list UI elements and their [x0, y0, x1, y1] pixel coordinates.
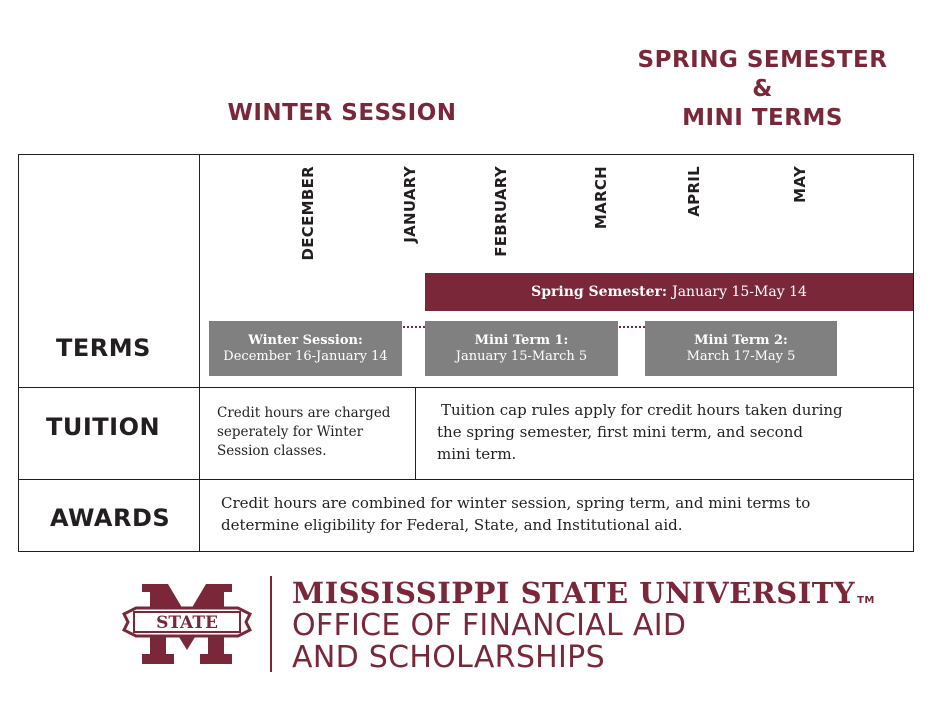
awards-text	[221, 492, 810, 536]
university-name-text: MISSISSIPPI STATE UNIVERSITY	[292, 576, 856, 610]
spring-semester-bar	[425, 273, 913, 311]
tuition-column-divider	[415, 387, 416, 479]
footer-divider	[270, 576, 272, 672]
tuition-winter-text	[217, 404, 390, 461]
spring-heading-line1: SPRING SEMESTER	[637, 47, 888, 73]
awards-label: AWARDS	[50, 504, 171, 532]
tuition-winter-line: seperately for Winter	[217, 424, 364, 440]
label-column-divider	[199, 155, 200, 551]
msu-m-state-logo	[122, 578, 252, 668]
mini-term-1-dates: January 15-March 5	[455, 348, 588, 364]
winter-session-dates: December 16-January 14	[223, 348, 388, 364]
awards-line: determine eligibility for Federal, State, and Institutional aid.	[221, 516, 683, 534]
tuition-spring-line: the spring semester, first mini term, and second	[437, 423, 803, 441]
university-name	[292, 576, 875, 610]
spring-heading-line3: MINI TERMS	[682, 105, 843, 131]
terms-label: TERMS	[56, 334, 151, 362]
logo-state-text: STATE	[156, 613, 218, 633]
month-march: MARCH	[592, 166, 610, 230]
winter-session-heading: WINTER SESSION	[227, 100, 457, 126]
terms-row-divider	[19, 387, 913, 388]
spring-bar-dates: January 15-May 14	[672, 284, 807, 300]
mini-term-2-box	[645, 321, 837, 376]
tuition-spring-line: mini term.	[437, 445, 517, 463]
month-january: JANUARY	[401, 166, 419, 243]
tuition-spring-line: Tuition cap rules apply for credit hours taken during	[441, 401, 843, 419]
tuition-winter-line: Session classes.	[217, 443, 327, 459]
spring-heading-line2: &	[752, 76, 773, 102]
trademark-mark: TM	[857, 595, 875, 606]
month-may: MAY	[791, 166, 809, 203]
month-april: APRIL	[685, 166, 703, 217]
tuition-row-divider	[19, 479, 913, 480]
mini-term-2-dates: March 17-May 5	[686, 348, 796, 364]
tuition-winter-line: Credit hours are charged	[217, 405, 391, 421]
tuition-spring-text	[437, 399, 843, 465]
tuition-label: TUITION	[46, 413, 161, 441]
mini-term-1-box	[425, 321, 618, 376]
mini-term-2-title: Mini Term 2:	[694, 332, 788, 348]
awards-line: Credit hours are combined for winter session, spring term, and mini terms to	[221, 494, 811, 512]
office-name-line1: OFFICE OF FINANCIAL AID	[292, 608, 687, 643]
winter-session-box	[209, 321, 402, 376]
spring-bar-label: Spring Semester:	[531, 284, 668, 300]
mini-term-1-title: Mini Term 1:	[474, 332, 569, 348]
winter-session-title: Winter Session:	[248, 332, 363, 348]
month-december: DECEMBER	[299, 166, 317, 261]
office-name-line2: AND SCHOLARSHIPS	[292, 640, 605, 675]
spring-semester-heading	[630, 46, 895, 133]
month-february: FEBRUARY	[492, 166, 510, 257]
